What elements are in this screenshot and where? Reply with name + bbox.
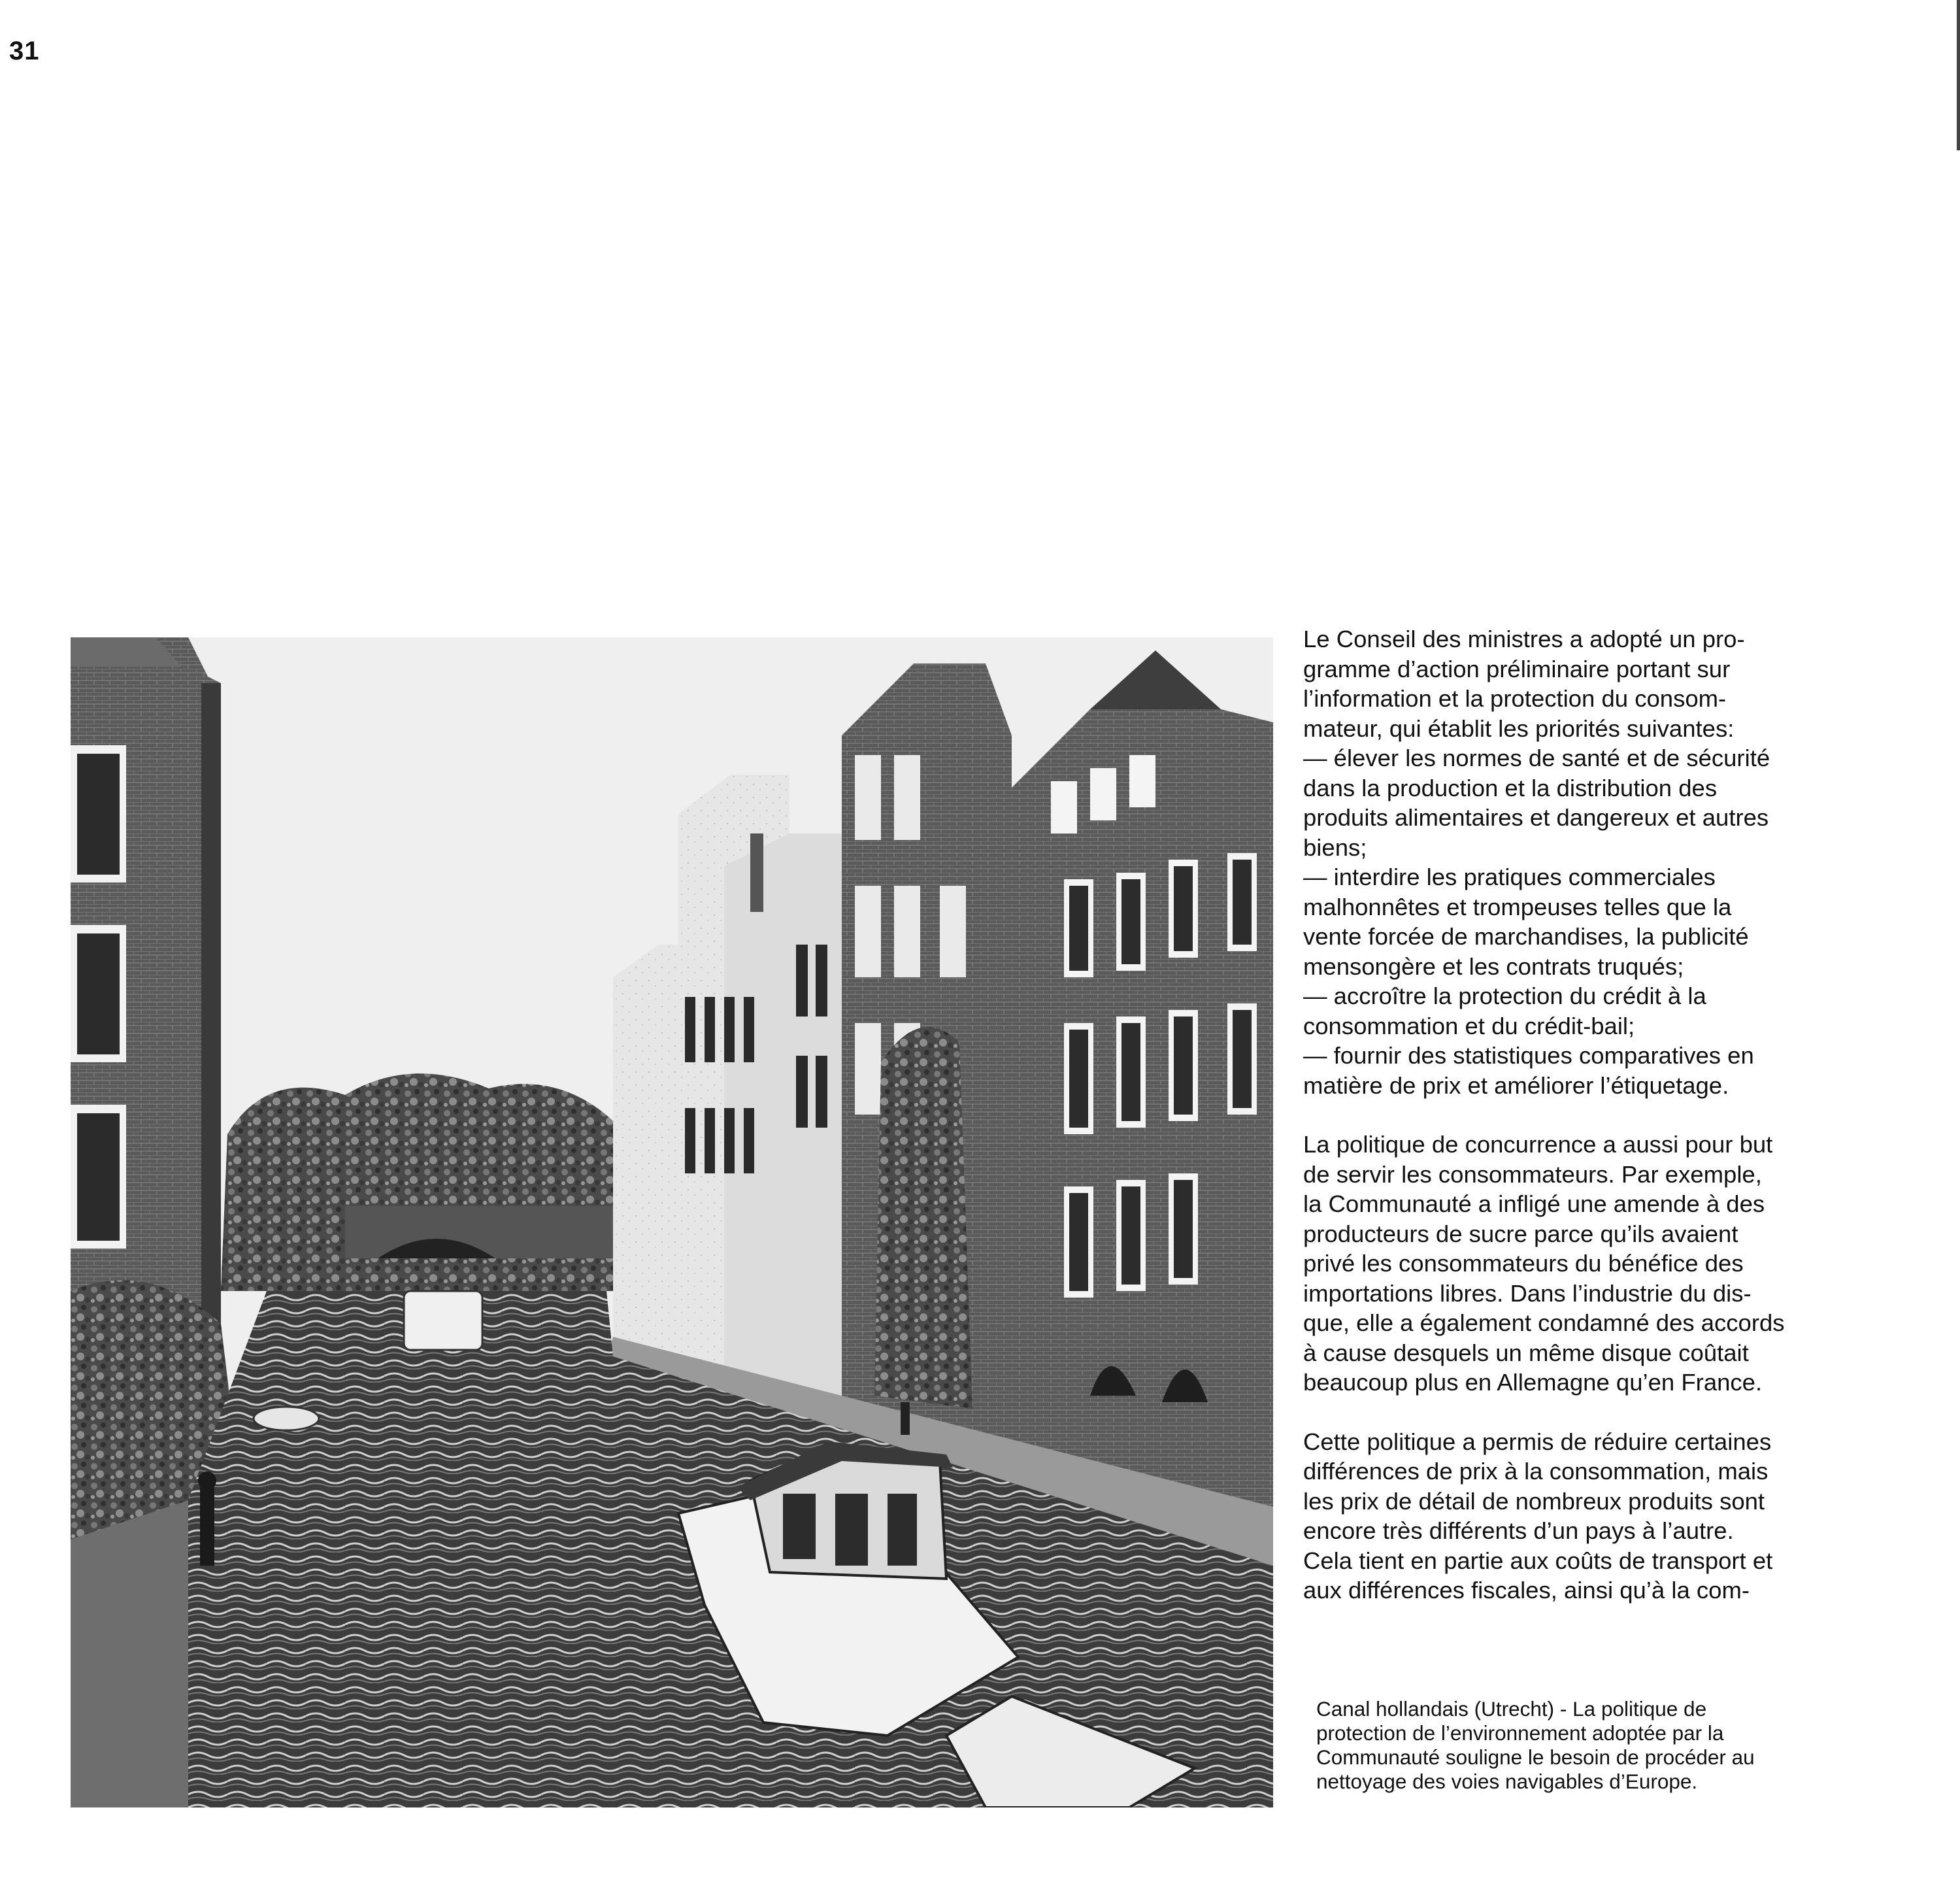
photo-caption [1316,1697,1891,1794]
text-line: biens; [1303,833,1367,861]
text-line: Cette politique a permis de réduire certaines [1303,1428,1772,1455]
text-line: mateur, qui établit les priorités suivantes: [1303,714,1735,742]
text-line: la Communauté a infligé une amende à des [1303,1190,1765,1217]
paragraph-price-differences [1303,1427,1891,1605]
caption-line: Communauté souligne le besoin de procéder au [1316,1745,1755,1769]
text-line: — élever les normes de santé et de sécurité [1303,745,1770,771]
paragraph-consumer-programme [1303,624,1891,1100]
text-line: La politique de concurrence a aussi pour but [1303,1131,1773,1158]
canal-photo [71,637,1273,1807]
article-body [1303,624,1891,1635]
page-edge-rule [1957,0,1960,150]
page-number: 31 [9,37,40,65]
text-line: Le Conseil des ministres a adopté un pro- [1303,626,1745,652]
text-line: les prix de détail de nombreux produits sont [1303,1487,1765,1515]
text-line: à cause desquels un même disque coûtait [1303,1339,1749,1366]
text-line: de servir les consommateurs. Par exemple, [1303,1160,1762,1188]
text-line: mensongère et les contrats truqués; [1303,952,1684,980]
text-line: malhonnêtes et trompeuses telles que la [1303,893,1732,920]
text-line: consommation et du crédit-bail; [1303,1012,1635,1039]
text-line: encore très différents d’un pays à l’autre. [1303,1517,1734,1544]
text-line: producteurs de sucre parce qu’ils avaient [1303,1220,1738,1247]
text-line: l’information et la protection du consom- [1303,685,1727,712]
text-line: dans la production et la distribution des [1303,774,1718,801]
caption-line: protection de l’environnement adoptée par la [1316,1721,1724,1745]
caption-line: Canal hollandais (Utrecht) - La politique de [1316,1697,1707,1721]
text-line: — fournir des statistiques comparatives en [1303,1042,1754,1069]
caption-line: nettoyage des voies navigables d’Europe. [1316,1770,1698,1793]
text-line: vente forcée de marchandises, la publicité [1303,923,1749,950]
text-line: produits alimentaires et dangereux et autres [1303,804,1769,831]
text-line: gramme d’action préliminaire portant sur [1303,655,1731,682]
text-line: Cela tient en partie aux coûts de transport et [1303,1547,1773,1574]
text-line: beaucoup plus en Allemagne qu’en France. [1303,1369,1763,1396]
text-line: matière de prix et améliorer l’étiquetage. [1303,1071,1729,1099]
text-line: aux différences fiscales, ainsi qu’à la com- [1303,1577,1750,1604]
text-line: que, elle a également condamné des accords [1303,1309,1785,1336]
text-line: importations libres. Dans l’industrie du dis- [1303,1279,1752,1307]
text-line: — accroître la protection du crédit à la [1303,983,1706,1009]
text-line: — interdire les pratiques commerciales [1303,864,1716,890]
paragraph-competition-policy [1303,1130,1891,1398]
text-line: différences de prix à la consommation, mais [1303,1458,1769,1485]
text-line: privé les consommateurs du bénéfice des [1303,1250,1744,1277]
canal-illustration [71,637,1273,1807]
